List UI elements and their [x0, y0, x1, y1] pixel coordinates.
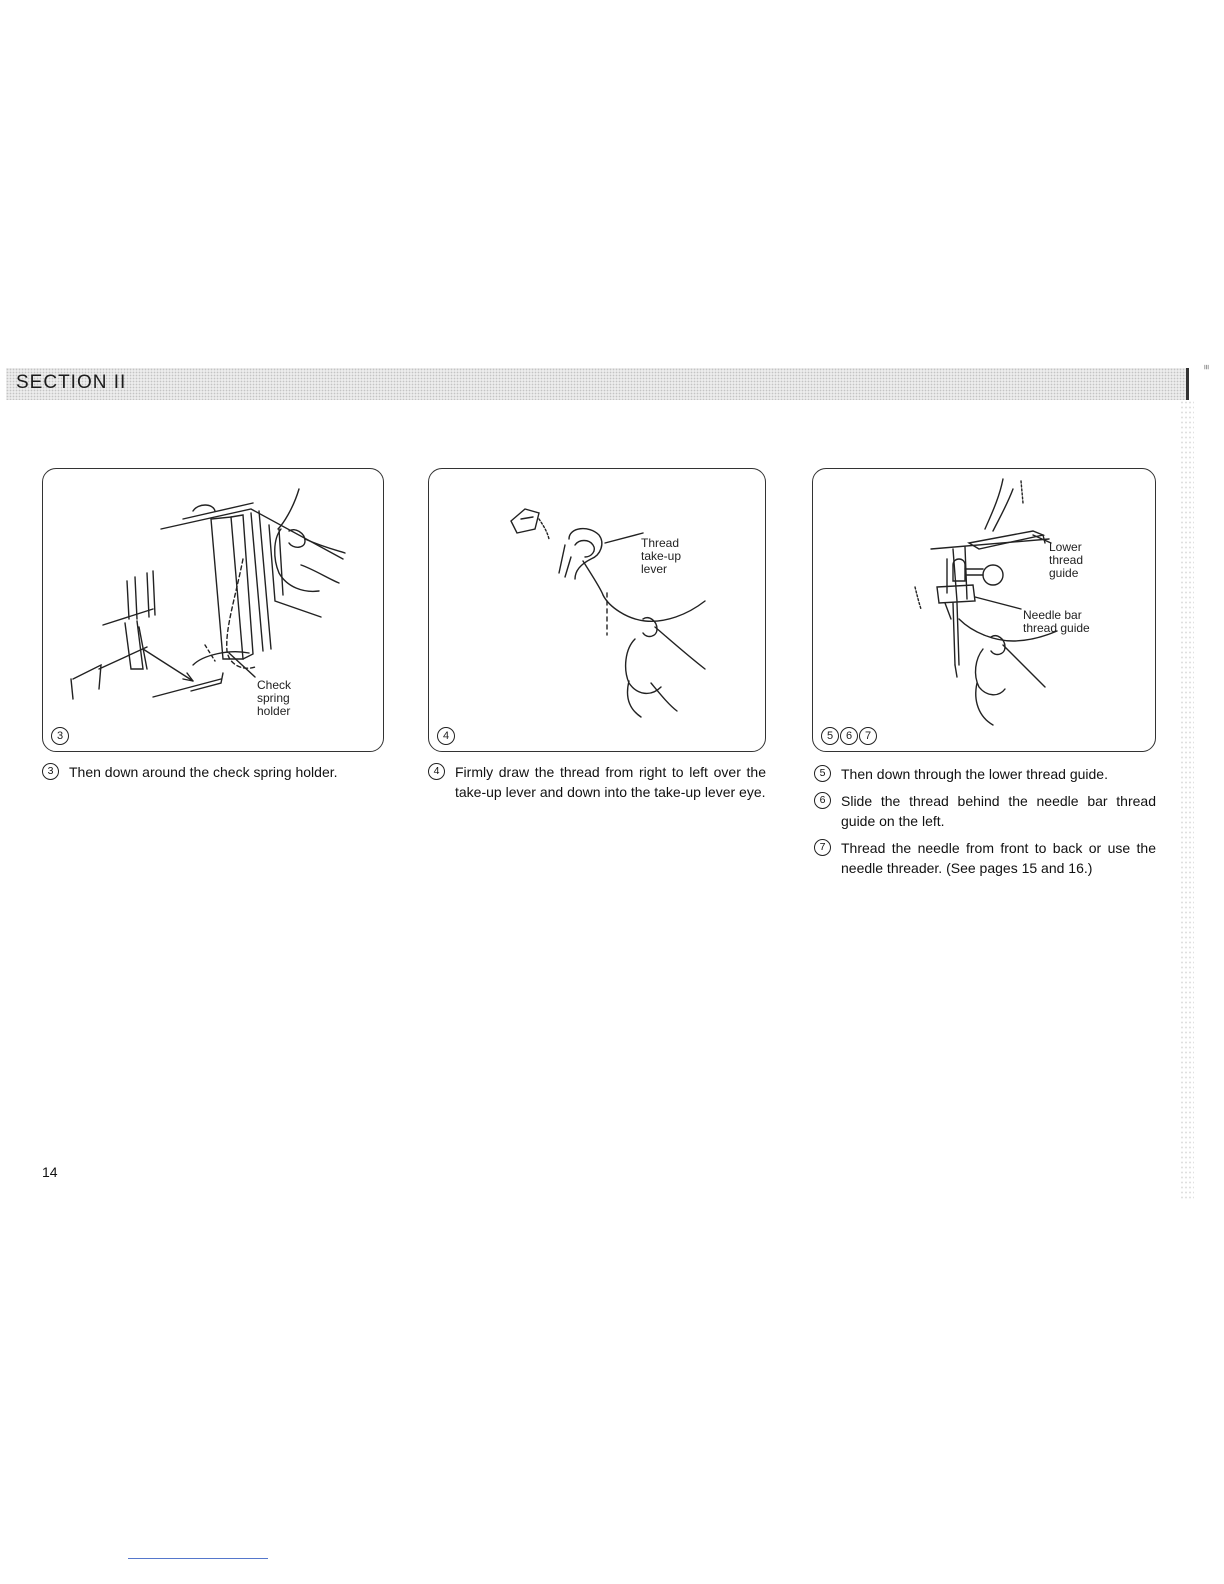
take-up-lever-label: Thread take-up lever — [641, 536, 682, 576]
step-number-circle: 7 — [814, 839, 831, 856]
step-text: Then down around the check spring holder. — [69, 764, 338, 780]
step-text: Slide the thread behind the needle bar thread guide on the left. — [841, 793, 1156, 829]
step-number-circle: 5 — [814, 765, 831, 782]
step-7-instruction — [814, 838, 1156, 878]
step-number-circle: 4 — [428, 763, 445, 780]
step-text: Firmly draw the thread from right to left over the take-up lever and down into the take-up lever eye. — [455, 764, 766, 800]
step-number-circle: 6 — [840, 727, 858, 745]
check-spring-holder-label: Check spring holder — [257, 678, 292, 718]
step-number-circle: 5 — [821, 727, 839, 745]
step-3-instruction — [42, 762, 384, 782]
illustration-panel-3 — [42, 468, 384, 752]
panel-number-3 — [51, 727, 69, 745]
panel-number-5-6-7 — [821, 727, 877, 745]
illustration-panel-4 — [428, 468, 766, 752]
illustration-panel-5-6-7 — [812, 468, 1156, 752]
scan-edge-texture — [1180, 400, 1194, 1200]
step-number-circle: 3 — [51, 727, 69, 745]
step-5-instruction — [814, 764, 1156, 784]
needle-threading-illustration — [813, 469, 1156, 752]
step-6-instruction — [814, 791, 1156, 831]
edge-mark: ≡ — [1201, 364, 1212, 370]
step-number-circle: 4 — [437, 727, 455, 745]
section-header-bar — [6, 368, 1189, 400]
take-up-lever-illustration — [429, 469, 766, 752]
step-number-circle: 3 — [42, 763, 59, 780]
step-4-instruction — [428, 762, 766, 802]
step-number-circle: 6 — [814, 792, 831, 809]
needle-bar-thread-guide-label: Needle bar thread guide — [1023, 608, 1090, 635]
step-text: Thread the needle from front to back or use the needle threader. (See pages 15 and 16.) — [841, 840, 1156, 876]
step-number-circle: 7 — [859, 727, 877, 745]
section-title: SECTION II — [16, 372, 127, 393]
bottom-rule — [128, 1558, 268, 1559]
lower-thread-guide-label: Lower thread guide — [1049, 540, 1084, 580]
check-spring-holder-illustration — [43, 469, 384, 752]
step-text: Then down through the lower thread guide. — [841, 766, 1108, 782]
panel-number-4 — [437, 727, 455, 745]
page-number: 14 — [42, 1164, 58, 1180]
